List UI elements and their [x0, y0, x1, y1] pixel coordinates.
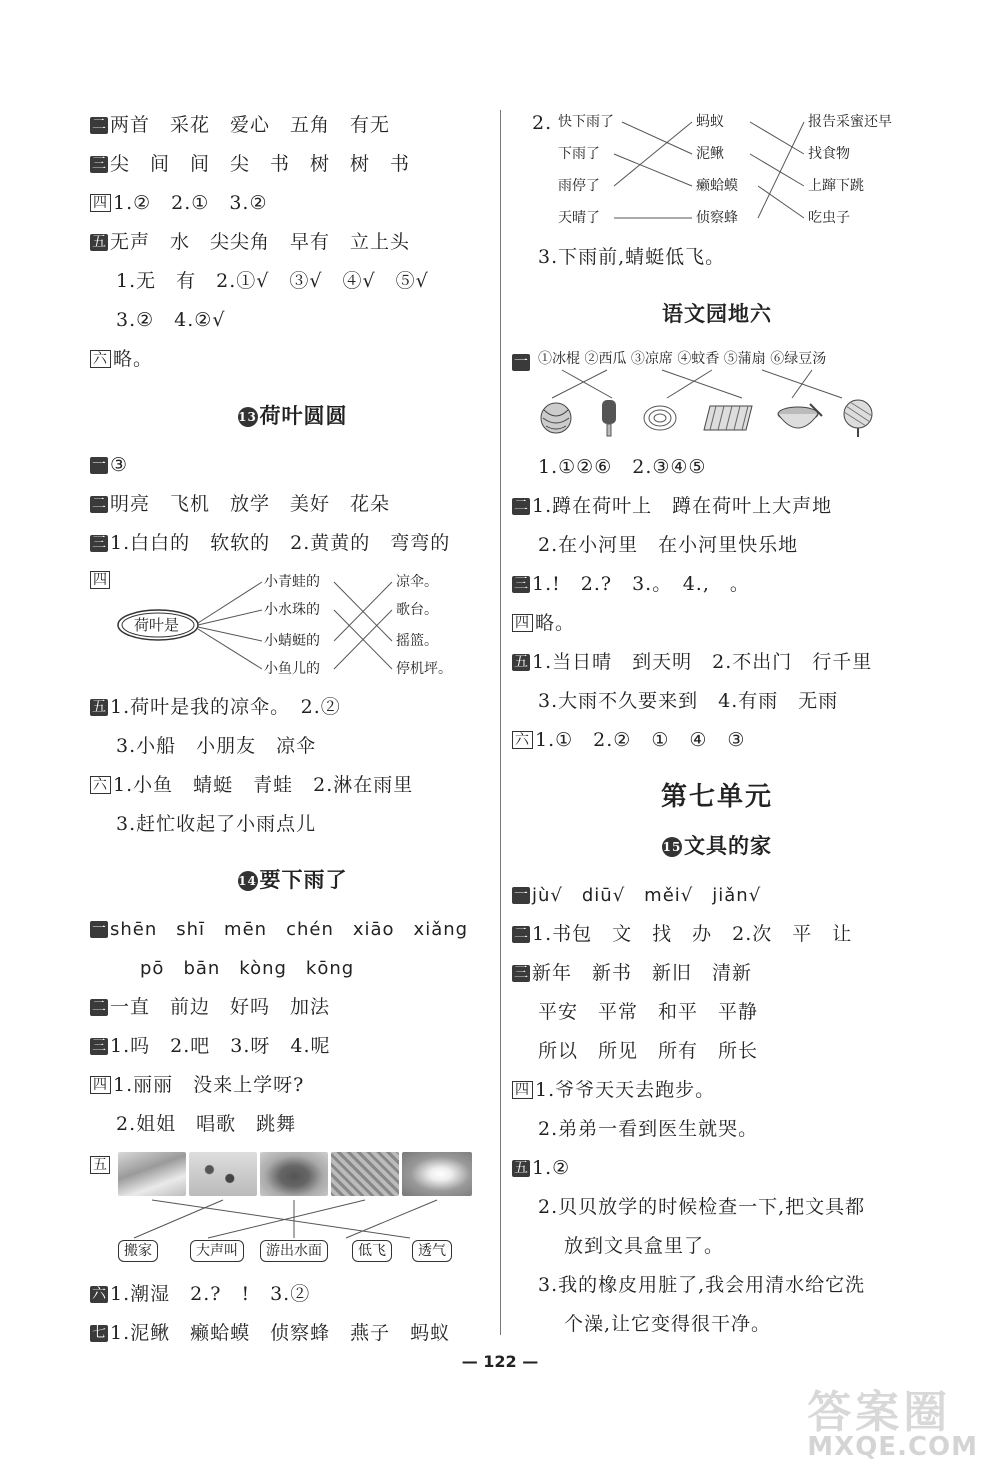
answer-line — [512, 1077, 715, 1103]
answer-text: ③ — [110, 454, 129, 476]
answer-text: 1.吗 2.吧 3.呀 4.呢 — [110, 1035, 331, 1057]
watermark-url: MXQE.COM — [807, 1432, 978, 1462]
lesson-number: 14 — [238, 871, 258, 891]
section-tag: 二 — [92, 117, 106, 133]
match-left-item: 小水珠的 — [264, 602, 320, 618]
answer-line — [512, 532, 798, 558]
answer-text: 1.白白的 软软的 2.黄黄的 弯弯的 — [110, 532, 451, 554]
section-tag: 四 — [90, 571, 110, 589]
answer-text: 个澡,让它变得很干净。 — [564, 1313, 772, 1335]
answer-line — [512, 727, 745, 753]
answer-text: 2.姐姐 唱歌 跳舞 — [116, 1113, 297, 1135]
answer-line — [90, 229, 410, 255]
mosquito-coil-icon — [642, 402, 678, 434]
watermark-logo: 答案圈 — [807, 1387, 952, 1438]
answer-text: 1.泥鳅 癞蛤蟆 侦察蜂 燕子 蚂蚁 — [110, 1322, 451, 1344]
match-label: 低飞 — [352, 1240, 392, 1262]
answer-line — [512, 960, 752, 986]
match-col3-item: 找食物 — [808, 146, 850, 162]
section-tag: 四 — [90, 1076, 111, 1094]
matching-exercise-4 — [90, 565, 490, 683]
answer-text: 放到文具盒里了。 — [564, 1235, 725, 1257]
answer-line — [90, 1111, 296, 1137]
answer-text: 1.荷叶是我的凉伞。 2.② — [110, 696, 341, 718]
answer-line — [512, 1194, 865, 1220]
answer-line — [512, 921, 852, 947]
answer-text: 3.小船 小朋友 凉伞 — [116, 735, 317, 757]
match-label: 搬家 — [118, 1240, 158, 1262]
lesson-number: 15 — [662, 837, 682, 857]
answer-line — [90, 772, 413, 798]
match-right-item: 摇篮。 — [396, 633, 438, 649]
answer-line — [90, 530, 450, 556]
match-left-item: 小鱼儿的 — [264, 661, 320, 677]
answer-line — [90, 190, 267, 216]
answer-line — [90, 1072, 304, 1098]
section-tag: 一 — [92, 921, 106, 937]
match-col2-item: 侦察蜂 — [696, 210, 738, 226]
center-label: 荷叶是 — [134, 616, 180, 634]
match-col3-item: 报告采蜜还早 — [808, 114, 892, 130]
answer-line — [512, 244, 725, 270]
answer-text: 1.! 2.? 3.。 4., 。 — [532, 573, 750, 595]
answer-line — [90, 491, 390, 517]
popsicle-icon — [598, 398, 620, 438]
section-tag: 三 — [92, 156, 106, 172]
answer-line — [512, 649, 872, 675]
answer-text: 1.潮湿 2.? ! 3.② — [110, 1283, 311, 1305]
answer-line — [512, 571, 750, 597]
section-tag: 六 — [92, 1286, 106, 1302]
answer-text: ①冰棍 ②西瓜 ③凉席 ④蚊香 ⑤蒲扇 ⑥绿豆汤 — [538, 351, 827, 367]
answer-text: 1.当日晴 到天明 2.不出门 行千里 — [532, 651, 873, 673]
lesson-number: 13 — [238, 407, 258, 427]
section-tag: 五 — [514, 1160, 528, 1176]
match-label: 大声叫 — [190, 1240, 244, 1262]
section-title: 语文园地六 — [662, 301, 772, 326]
section-tag: 四 — [90, 194, 111, 212]
match-col3-item: 上蹿下跳 — [808, 178, 864, 194]
section-tag: 五 — [90, 1156, 110, 1174]
answer-text: 1.爷爷天天去跑步。 — [535, 1079, 716, 1101]
item-prefix: 2. — [532, 112, 553, 134]
lesson-title — [90, 400, 495, 430]
answer-line — [512, 1155, 570, 1181]
match-col3-item: 吃虫子 — [808, 210, 850, 226]
section-tag: 一 — [514, 354, 528, 370]
match-col1-item: 天晴了 — [558, 210, 600, 226]
section-tag: 四 — [512, 614, 533, 632]
answer-text: 3.② 4.②√ — [116, 309, 226, 331]
answer-line — [90, 307, 225, 333]
answer-text: 3.我的橡皮用脏了,我会用清水给它洗 — [538, 1274, 866, 1296]
match-right-item: 歌台。 — [396, 602, 438, 618]
match-col2-item: 蚂蚁 — [696, 114, 724, 130]
answer-text: jù√ diū√ měi√ jiǎn√ — [532, 885, 762, 906]
section-tag: 六 — [512, 731, 533, 749]
answer-line — [90, 346, 153, 372]
answer-text: 略。 — [113, 348, 154, 370]
section-tag: 三 — [514, 576, 528, 592]
section-tag: 二 — [92, 999, 106, 1015]
match-col2-item: 癞蛤蟆 — [696, 178, 738, 194]
watermelon-icon — [538, 400, 574, 436]
section-tag: 六 — [90, 776, 111, 794]
section-tag: 六 — [90, 350, 111, 368]
match-col1-item: 雨停了 — [558, 178, 600, 194]
answer-line — [90, 916, 468, 943]
answer-text: 尖 间 间 尖 书 树 树 书 — [110, 153, 411, 175]
answer-line — [90, 733, 316, 759]
answer-text: pō bān kòng kōng — [140, 958, 355, 979]
answer-text: 3.赶忙收起了小雨点儿 — [116, 813, 317, 835]
answer-text: 所以 所见 所有 所长 — [538, 1040, 759, 1062]
lesson-title — [90, 864, 495, 894]
answer-text: 无声 水 尖尖角 早有 立上头 — [110, 231, 411, 253]
mat-icon — [702, 404, 754, 432]
lesson-title-text: 要下雨了 — [259, 867, 348, 892]
answer-line — [512, 1116, 758, 1142]
answer-line — [90, 811, 316, 837]
mung-bean-soup-icon — [774, 400, 824, 436]
section-tag: 五 — [514, 654, 528, 670]
answer-line — [512, 454, 706, 480]
answer-text: 1.① 2.② ① ④ ③ — [535, 729, 746, 751]
answer-text: 1.书包 文 找 办 2.次 平 让 — [532, 923, 853, 945]
answer-text: 1.蹲在荷叶上 蹲在荷叶上大声地 — [532, 495, 833, 517]
column-divider — [500, 110, 501, 1335]
section-tag: 三 — [92, 535, 106, 551]
lesson-title-text: 文具的家 — [684, 833, 772, 858]
answer-text: 1.①②⑥ 2.③④⑤ — [538, 456, 707, 478]
answer-text: 3.下雨前,蜻蜓低飞。 — [538, 246, 726, 268]
watermark — [807, 1376, 978, 1462]
section-tag: 七 — [92, 1325, 106, 1341]
match-col2-item: 泥鳅 — [696, 146, 724, 162]
section-tag: 五 — [92, 699, 106, 715]
answer-line — [512, 999, 758, 1025]
answer-line — [512, 1233, 724, 1259]
lesson-title-text: 荷叶圆圆 — [259, 403, 348, 428]
match-right-item: 停机坪。 — [396, 661, 452, 677]
answer-text: shēn shī mēn chén xiāo xiǎng — [110, 919, 469, 940]
unit-title: 第七单元 — [660, 782, 773, 812]
page-number: — 122 — — [461, 1352, 539, 1371]
section-tag: 二 — [92, 496, 106, 512]
answer-line — [512, 493, 832, 519]
answer-text: 3.大雨不久要来到 4.有雨 无雨 — [538, 690, 839, 712]
section-tag: 一 — [514, 887, 528, 903]
answer-line — [90, 452, 128, 478]
answer-line — [90, 1033, 331, 1059]
answer-line — [90, 112, 390, 138]
match-right-item: 凉伞。 — [396, 574, 438, 590]
answer-text: 1.无 有 2.①√ ③√ ④√ ⑤√ — [116, 270, 429, 292]
section-tag: 一 — [92, 457, 106, 473]
answer-text: 新年 新书 新旧 清新 — [532, 962, 753, 984]
match-left-item: 小蜻蜓的 — [264, 633, 320, 649]
section-tag: 三 — [514, 965, 528, 981]
answer-text: 2.在小河里 在小河里快乐地 — [538, 534, 799, 556]
answer-line — [90, 955, 354, 982]
answer-text: 1.② 2.① 3.② — [113, 192, 268, 214]
section-tag: 四 — [512, 1081, 533, 1099]
answer-text: 2.弟弟一看到医生就哭。 — [538, 1118, 759, 1140]
match-label: 透气 — [412, 1240, 452, 1262]
match-left-item: 小青蛙的 — [264, 574, 320, 590]
section-tag: 二 — [514, 498, 528, 514]
answer-line — [90, 268, 429, 294]
answer-text: 略。 — [535, 612, 576, 634]
answer-text: 1.丽丽 没来上学呀? — [113, 1074, 305, 1096]
answer-text: 1.小鱼 蜻蜓 青蛙 2.淋在雨里 — [113, 774, 414, 796]
match-col1-item: 快下雨了 — [558, 114, 614, 130]
answer-text: 两首 采花 爱心 五角 有无 — [110, 114, 391, 136]
lesson-title — [512, 830, 922, 860]
answer-line — [512, 688, 838, 714]
matching-exercise-2 — [512, 108, 922, 238]
answer-text: 1.② — [532, 1157, 571, 1179]
matching-exercise-5 — [90, 1150, 495, 1270]
section-tag: 三 — [92, 1038, 106, 1054]
answer-text: 明亮 飞机 放学 美好 花朵 — [110, 493, 391, 515]
answer-line — [90, 151, 410, 177]
match-label: 游出水面 — [260, 1240, 328, 1262]
answer-line — [512, 610, 575, 636]
answer-line — [512, 882, 761, 909]
answer-line — [90, 994, 330, 1020]
answer-text: 平安 平常 和平 平静 — [538, 1001, 759, 1023]
answer-line — [512, 1272, 865, 1298]
answer-line — [90, 1281, 310, 1307]
garden-exercise-1 — [512, 348, 922, 448]
answer-line — [90, 694, 341, 720]
match-col1-item: 下雨了 — [558, 146, 600, 162]
answer-line — [512, 1038, 758, 1064]
cattail-fan-icon — [838, 398, 878, 438]
section-tag: 二 — [514, 926, 528, 942]
answer-line — [512, 1311, 771, 1337]
section-tag: 五 — [92, 234, 106, 250]
answer-text: 一直 前边 好吗 加法 — [110, 996, 331, 1018]
answer-text: 2.贝贝放学的时候检查一下,把文具都 — [538, 1196, 866, 1218]
answer-line — [90, 1320, 450, 1346]
